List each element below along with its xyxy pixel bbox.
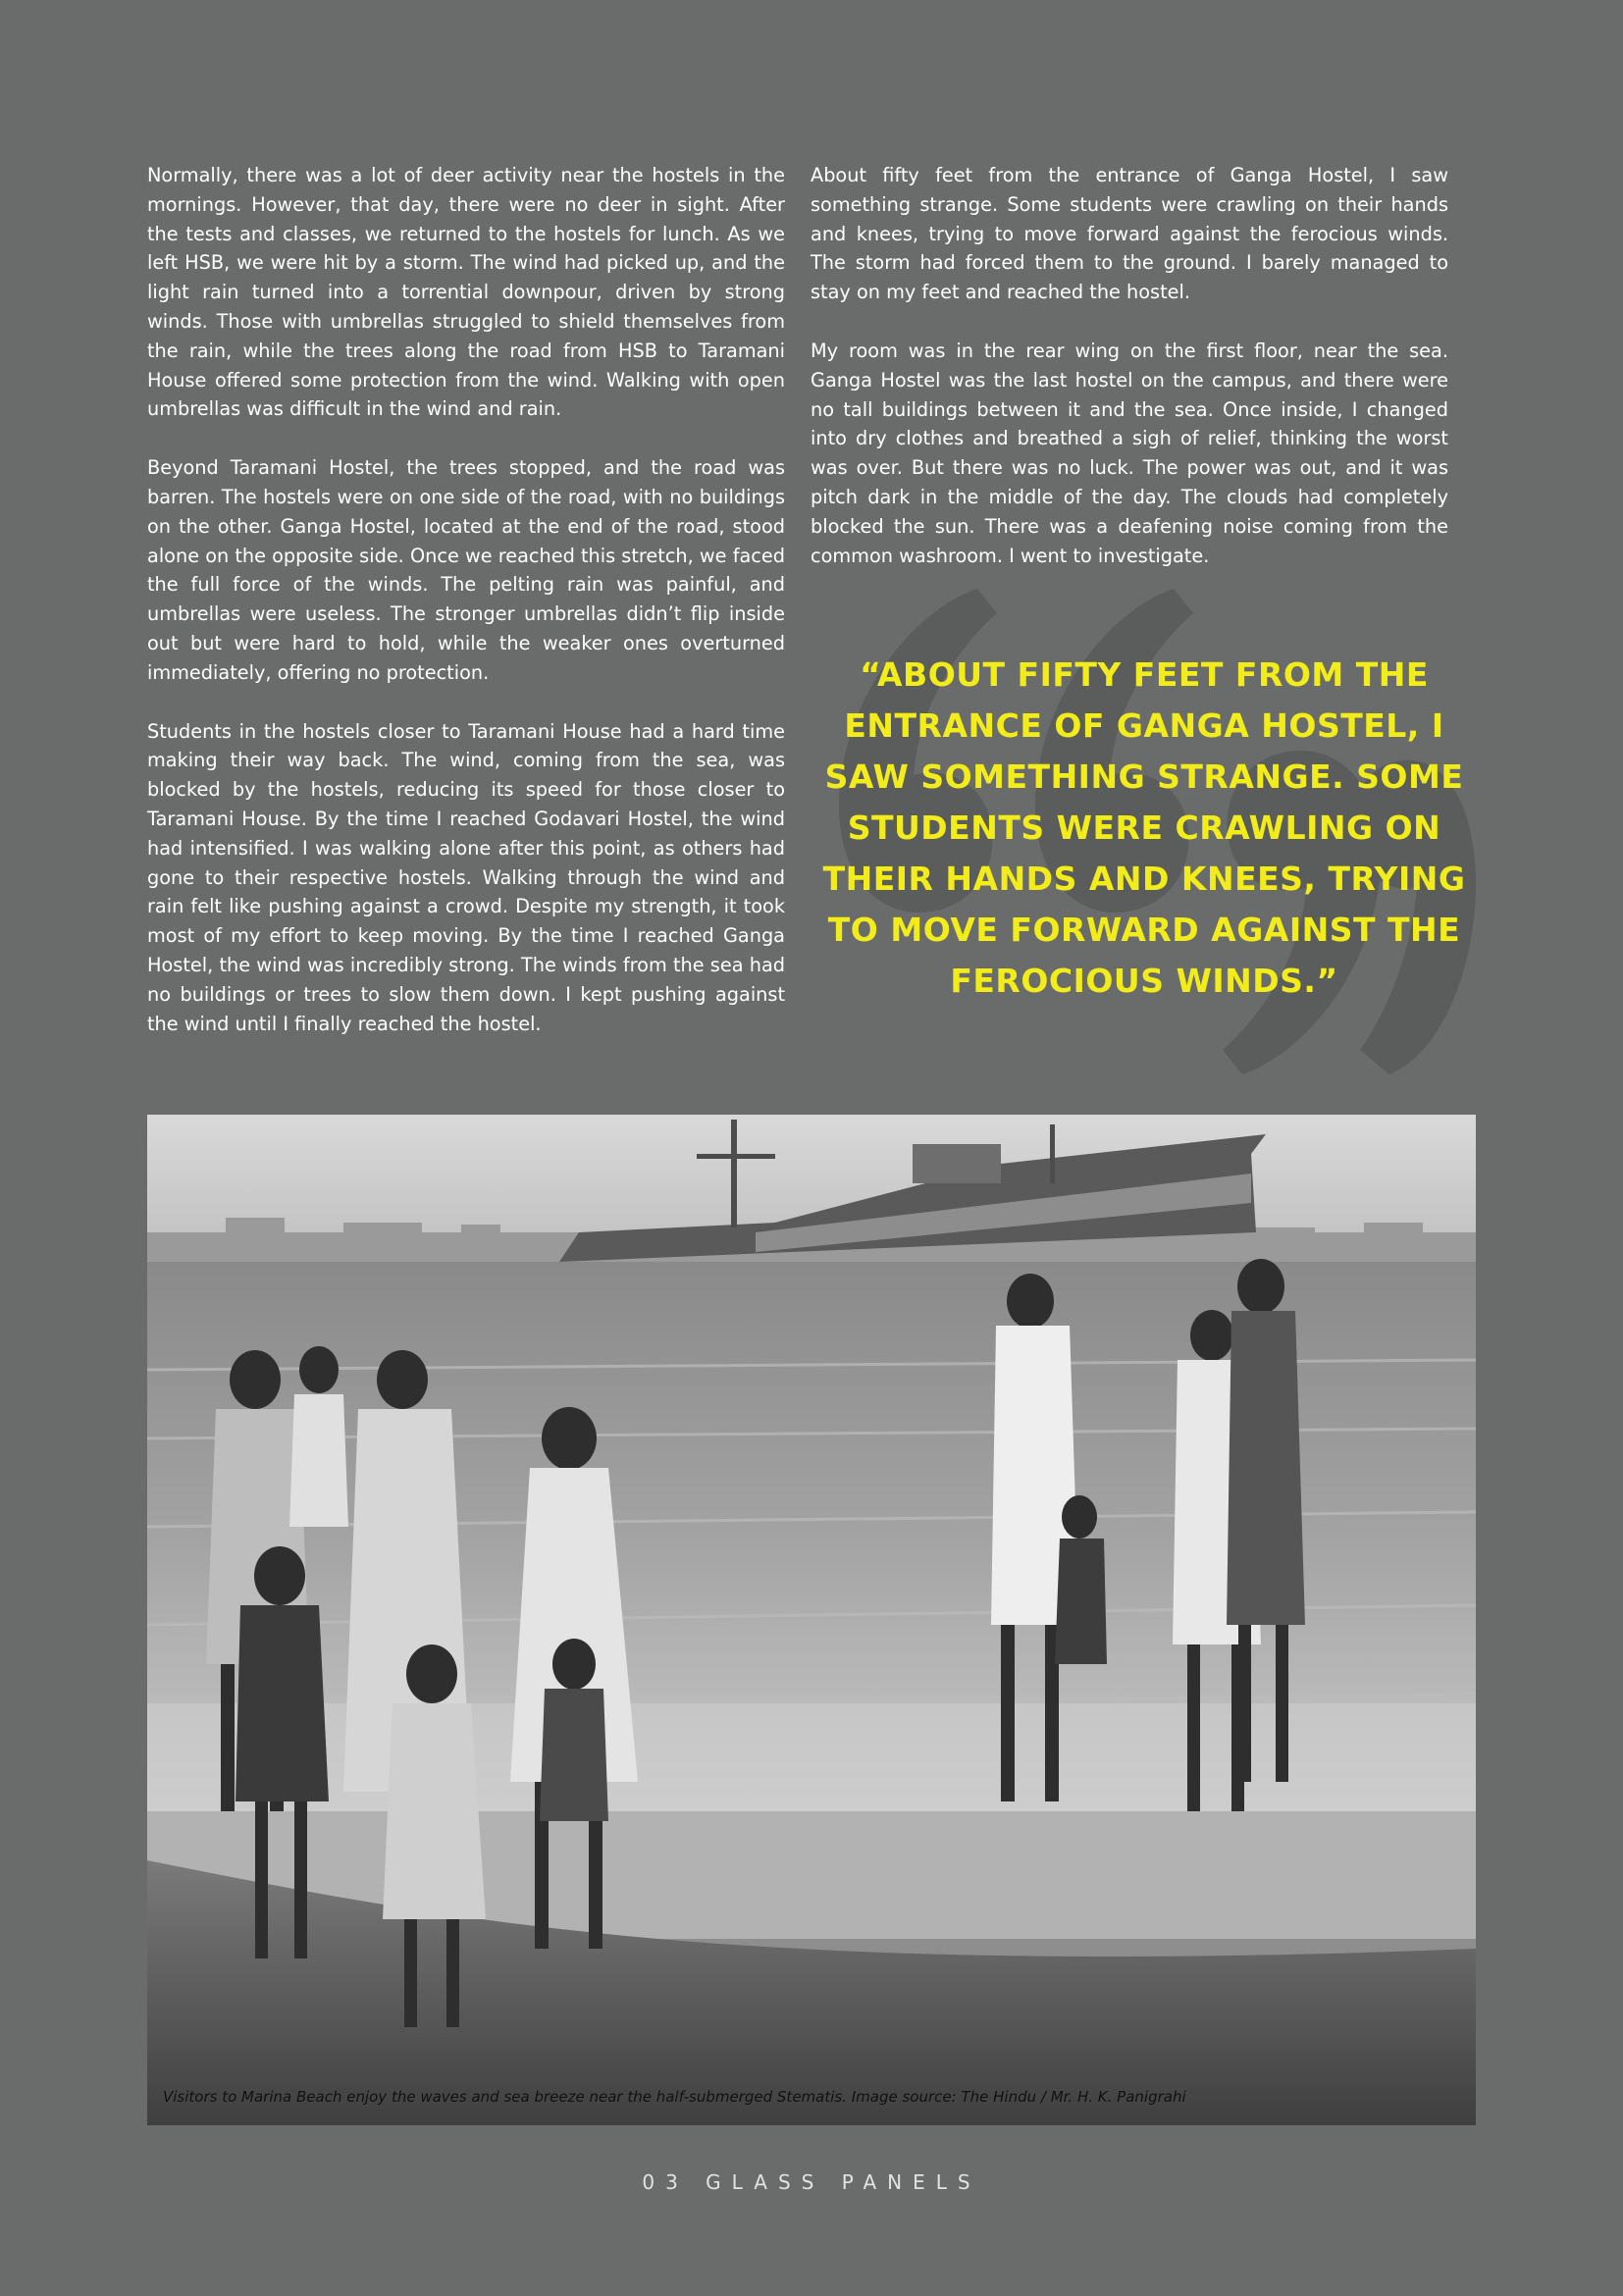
article-paragraph: Students in the hostels closer to Taramani House had a hard time making their way back. The wind, coming from the sea, was blocked by the hostels, reducing its speed for those closer to Taramani House. By the time I reached Godavari Hostel, the wind had intensified. I was walking alone after this point, as others had gone to their respective hostels. Walking through the wind and rain felt like pushing against a crowd. Despite my strength, it took most of my effort to keep moving. By the time I reached Ganga Hostel, the wind was incredibly strong. The winds from the sea had no buildings or trees to slow them down. I kept pushing against the wind until I finally reached the hostel. bbox=[147, 719, 785, 1035]
article-right-column bbox=[811, 161, 1448, 600]
pull-quote-block bbox=[811, 579, 1478, 1089]
beach-photo-illustration bbox=[147, 1115, 1476, 2125]
article-paragraph: My room was in the rear wing on the first floor, near the sea. Ganga Hostel was the last hostel on the campus, and there were no tall buildings between it and the sea. Once inside, I changed into dry clothes and breathed a sigh of relief, thinking the worst was over. But there was no luck. The power was out, and it was pitch dark in the middle of the day. The clouds had completely blocked the sun. There was a deafening noise coming from the common washroom. I went to investigate. bbox=[811, 339, 1448, 567]
article-left-column bbox=[147, 161, 785, 1068]
article-paragraph: Normally, there was a lot of deer activity near the hostels in the mornings. However, that day, there were no deer in sight. After the tests and classes, we returned to the hostels for lunch. As we left HSB, we were hit by a storm. The wind had picked up, and the light rain turned into a torrential downpour, driven by strong winds. Those with umbrellas struggled to shield themselves from the rain, while the trees along the road from HSB to Taramani House offered some protection from the wind. Walking with open umbrellas was difficult in the wind and rain. bbox=[147, 164, 785, 421]
page-footer: 03 GLASS PANELS bbox=[642, 2170, 981, 2194]
pull-quote-text: “ABOUT FIFTY FEET FROM THE ENTRANCE OF GANGA HOSTEL, I SAW SOMETHING STRANGE. SOME STUDENTS WERE CRAWLING ON THEIR HANDS AND KNEES, TRYING TO MOVE FORWARD AGAINST THE FEROCIOUS WINDS.” bbox=[822, 655, 1466, 1000]
article-paragraph: About fifty feet from the entrance of Ganga Hostel, I saw something strange. Some students were crawling on their hands and knees, trying to move forward against the ferocious winds. The storm had forced them to the ground. I barely managed to stay on my feet and reached the hostel. bbox=[811, 164, 1448, 304]
article-paragraph: Beyond Taramani Hostel, the trees stopped, and the road was barren. The hostels were on one side of the road, with no buildings on the other. Ganga Hostel, located at the end of the road, stood alone on the opposite side. Once we reached this stretch, we faced the full force of the winds. The pelting rain was painful, and umbrellas were useless. The stronger umbrellas didn’t flip inside out but were hard to hold, while the weaker ones overturned immediately, offering no protection. bbox=[147, 456, 785, 684]
beach-photo bbox=[147, 1115, 1476, 2125]
photo-caption: Visitors to Marina Beach enjoy the waves and sea breeze near the half-submerged Stematis. Image source: The Hindu / Mr. H. K. Panigrahi bbox=[163, 2088, 1186, 2106]
